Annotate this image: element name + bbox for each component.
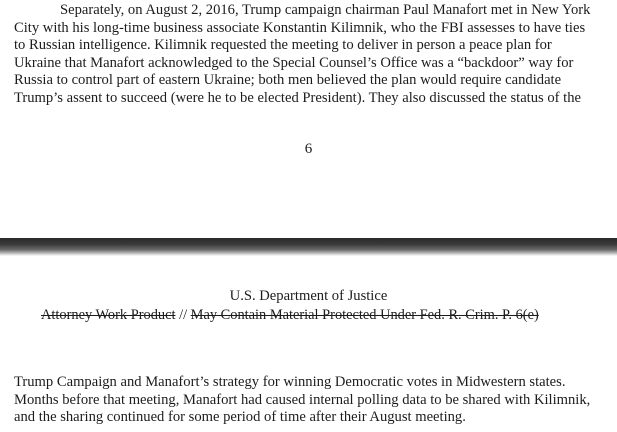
paragraph-line: City with his long-time business associate Konstantin Kilimnik, who the FBI assesses to have ties [14, 19, 586, 36]
grand-jury-marking: May Contain Material Protected Under Fed. R. Crim. P. 6(e) [190, 307, 539, 323]
paragraph-line: Months before that meeting, Manafort had caused internal polling data to be shared with Kilimnik, [14, 391, 591, 408]
body-paragraph-top [14, 2, 614, 108]
paragraph-line: Russia to control part of eastern Ukraine; both men believed the plan would require candidate [14, 72, 562, 89]
department-header: U.S. Department of Justice [229, 288, 388, 304]
paragraph-line: Trump’s assent to succeed (were he to be elected President). They also discussed the status of the [14, 89, 581, 106]
classification-marking [41, 307, 539, 324]
paragraph-line: Trump Campaign and Manafort’s strategy for winning Democratic votes in Midwestern states. [14, 374, 566, 390]
paragraph-line: Ukraine that Manafort acknowledged to the Special Counsel’s Office was a “backdoor” way for [14, 54, 574, 71]
paragraph-line: to Russian intelligence. Kilimnik requested the meeting to deliver in person a peace plan for [14, 37, 552, 54]
work-product-marking: Attorney Work Product [41, 307, 176, 323]
paragraph-line: and the sharing continued for some period of time after their August meeting. [14, 409, 466, 426]
page-break-divider [0, 238, 617, 256]
page-number: 6 [304, 141, 313, 157]
body-paragraph-bottom [14, 374, 614, 427]
marking-separator: // [175, 307, 191, 323]
paragraph-line: Separately, on August 2, 2016, Trump campaign chairman Paul Manafort met in New York [60, 2, 591, 18]
